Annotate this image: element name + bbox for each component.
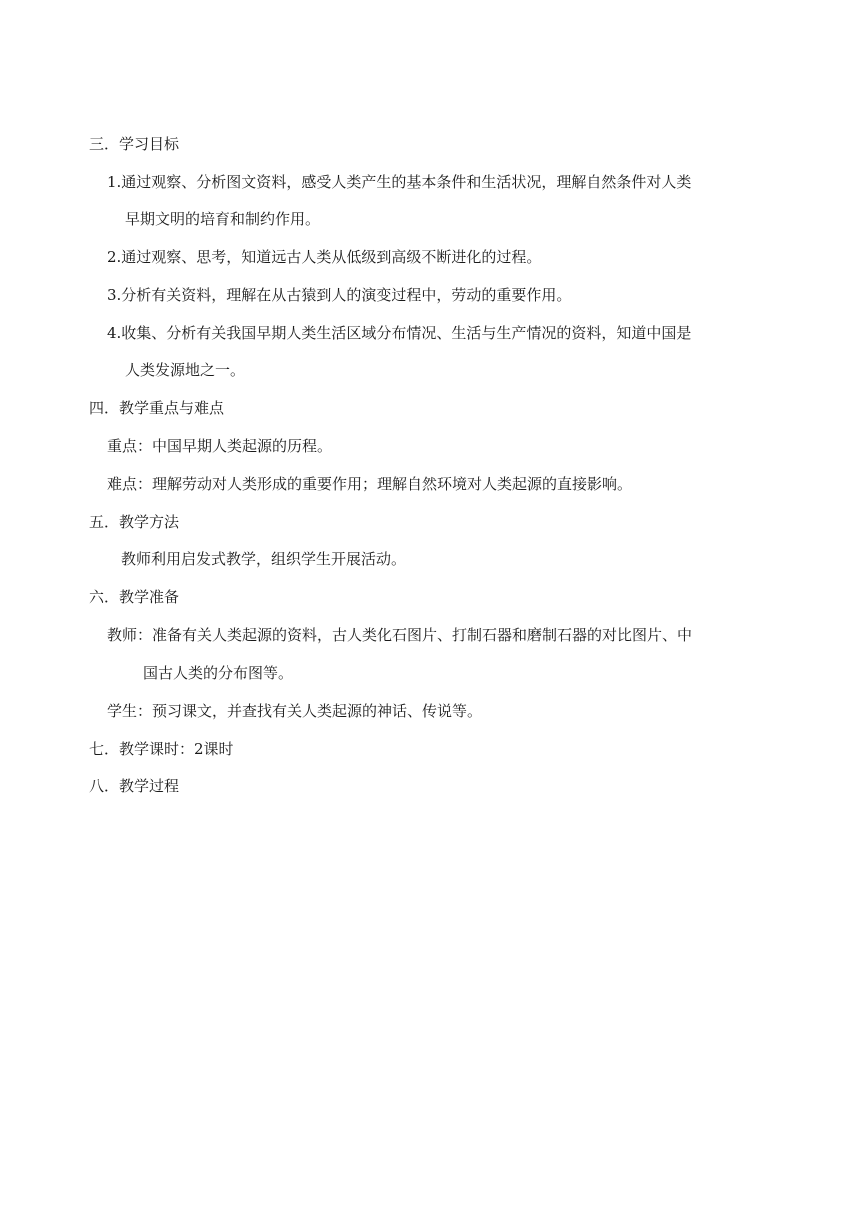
objective-2: 2.通过观察、思考，知道远古人类从低级到高级不断进化的过程。	[107, 248, 542, 266]
section-heading-preparation: 六．教学准备	[89, 588, 180, 606]
section-heading-process: 八．教学过程	[89, 777, 180, 795]
section-heading-objectives: 三．学习目标	[89, 135, 180, 153]
section-heading-method: 五．教学方法	[89, 513, 180, 531]
objective-4-line-2: 人类发源地之一。	[125, 361, 246, 379]
difficult-point: 难点：理解劳动对人类形成的重要作用；理解自然环境对人类起源的直接影响。	[107, 475, 633, 493]
method-text: 教师利用启发式教学，组织学生开展活动。	[121, 550, 407, 568]
section-heading-key-points: 四．教学重点与难点	[89, 399, 225, 417]
key-point: 重点：中国早期人类起源的历程。	[107, 437, 333, 455]
student-prep: 学生：预习课文，并查找有关人类起源的神话、传说等。	[107, 702, 483, 720]
teacher-prep-line-2: 国古人类的分布图等。	[143, 664, 294, 682]
section-heading-hours: 七．教学课时：2课时	[89, 740, 234, 758]
objective-1-line-2: 早期文明的培育和制约作用。	[125, 210, 321, 228]
objective-4-line-1: 4.收集、分析有关我国早期人类生活区域分布情况、生活与生产情况的资料，知道中国是	[107, 324, 692, 342]
objective-1-line-1: 1.通过观察、分析图文资料，感受人类产生的基本条件和生活状况，理解自然条件对人类	[107, 173, 692, 191]
objective-3: 3.分析有关资料，理解在从古猿到人的演变过程中，劳动的重要作用。	[107, 286, 572, 304]
teacher-prep-line-1: 教师：准备有关人类起源的资料，古人类化石图片、打制石器和磨制石器的对比图片、中	[107, 626, 693, 644]
